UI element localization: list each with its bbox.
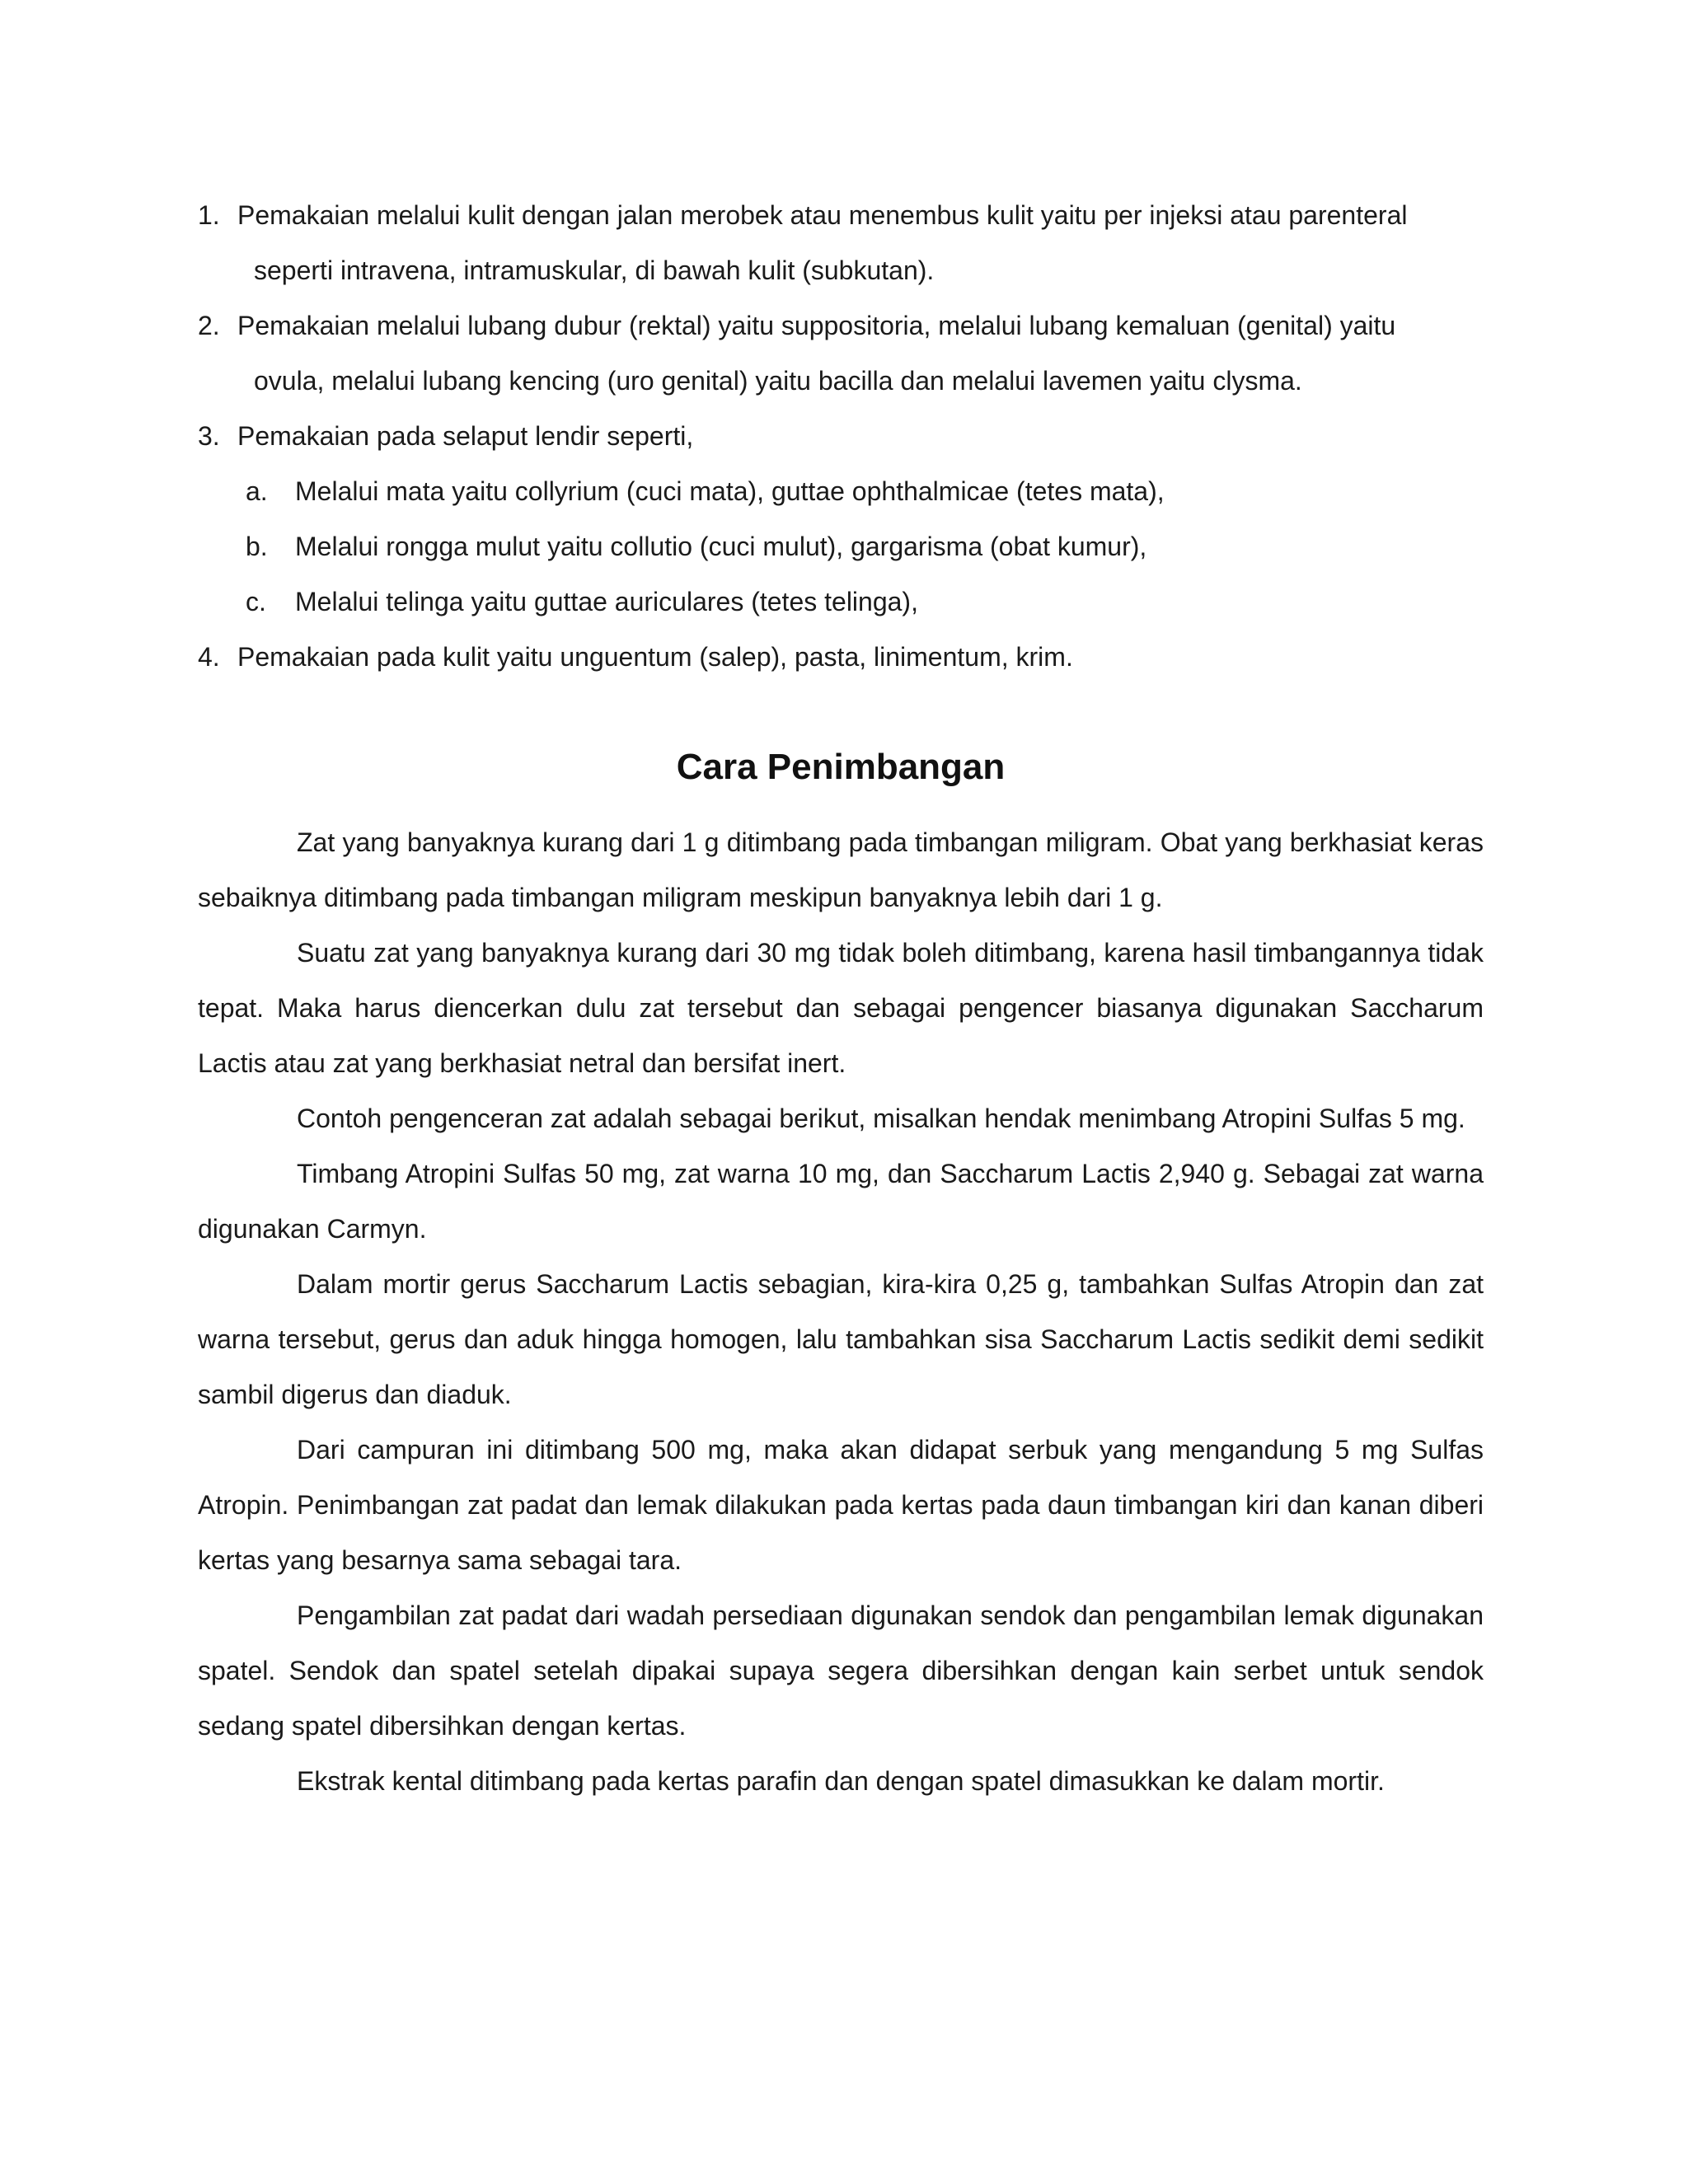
list-number: 2. (198, 311, 220, 340)
body-paragraph: Dari campuran ini ditimbang 500 mg, maka akan didapat serbuk yang mengandung 5 mg Sulfas Atropin. Penimbangan zat padat dan lemak dilakukan pada kertas pada daun timbangan kiri dan kanan diberi kertas yang besarnya sama sebagai tara. (198, 1435, 1484, 1575)
section-heading: Cara Penimbangan (676, 747, 1006, 787)
list-item-text: Pemakaian melalui kulit dengan jalan merobek atau menembus kulit yaitu per injeksi atau parenteral (237, 200, 1408, 230)
sub-list-letter: c. (246, 587, 266, 616)
sub-list-text: Melalui telinga yaitu guttae auriculares (tetes telinga), (295, 587, 918, 616)
list-item-text: Pemakaian pada kulit yaitu unguentum (salep), pasta, linimentum, krim. (237, 642, 1073, 672)
sub-list-item (198, 464, 1484, 519)
body-paragraph: Dalam mortir gerus Saccharum Lactis sebagian, kira-kira 0,25 g, tambahkan Sulfas Atropin dan zat warna tersebut, gerus dan aduk hingga homogen, lalu tambahkan sisa Saccharum Lactis sedikit demi sedikit sambil digerus dan diaduk. (198, 1269, 1484, 1409)
list-item (198, 630, 1484, 685)
sub-list-item (198, 519, 1484, 574)
body-paragraph: Suatu zat yang banyaknya kurang dari 30 mg tidak boleh ditimbang, karena hasil timbangannya tidak tepat. Maka harus diencerkan dulu zat tersebut dan sebagai pengencer biasanya digunakan Saccharum Lactis atau zat yang berkhasiat netral dan bersifat inert. (198, 938, 1484, 1078)
body-paragraph: Zat yang banyaknya kurang dari 1 g ditimbang pada timbangan miligram. Obat yang berkhasiat keras sebaiknya ditimbang pada timbangan miligram meskipun banyaknya lebih dari 1 g. (198, 827, 1484, 912)
sub-list-item (198, 574, 1484, 630)
document-page (198, 188, 1484, 1809)
list-item (198, 298, 1484, 409)
list-item-text: Pemakaian melalui lubang dubur (rektal) yaitu suppositoria, melalui lubang kemaluan (genital) yaitu (237, 311, 1396, 340)
sub-list-text: Melalui rongga mulut yaitu collutio (cuci mulut), gargarisma (obat kumur), (295, 532, 1147, 561)
list-item-text: Pemakaian pada selaput lendir seperti, (237, 421, 694, 451)
sub-list-letter: b. (246, 532, 268, 561)
body-paragraph: Ekstrak kental ditimbang pada kertas parafin dan dengan spatel dimasukkan ke dalam mortir. (297, 1766, 1385, 1796)
list-number: 1. (198, 200, 220, 230)
list-item (198, 188, 1484, 298)
body-paragraph: Timbang Atropini Sulfas 50 mg, zat warna 10 mg, dan Saccharum Lactis 2,940 g. Sebagai zat warna digunakan Carmyn. (198, 1159, 1484, 1244)
body-paragraph: Contoh pengenceran zat adalah sebagai berikut, misalkan hendak menimbang Atropini Sulfas 5 mg. (297, 1104, 1465, 1133)
list-item (198, 409, 1484, 464)
body-paragraph: Pengambilan zat padat dari wadah persediaan digunakan sendok dan pengambilan lemak digunakan spatel. Sendok dan spatel setelah dipakai supaya segera dibersihkan dengan kain serbet untuk sendok sedang spatel dibersihkan dengan kertas. (198, 1601, 1484, 1741)
sub-list-letter: a. (246, 476, 268, 506)
list-number: 4. (198, 642, 220, 672)
sub-list-text: Melalui mata yaitu collyrium (cuci mata), guttae ophthalmicae (tetes mata), (295, 476, 1165, 506)
list-number: 3. (198, 421, 220, 451)
list-item-continuation: ovula, melalui lubang kencing (uro genital) yaitu bacilla dan melalui lavemen yaitu clysma. (254, 366, 1302, 396)
list-item-continuation: seperti intravena, intramuskular, di bawah kulit (subkutan). (254, 255, 935, 285)
